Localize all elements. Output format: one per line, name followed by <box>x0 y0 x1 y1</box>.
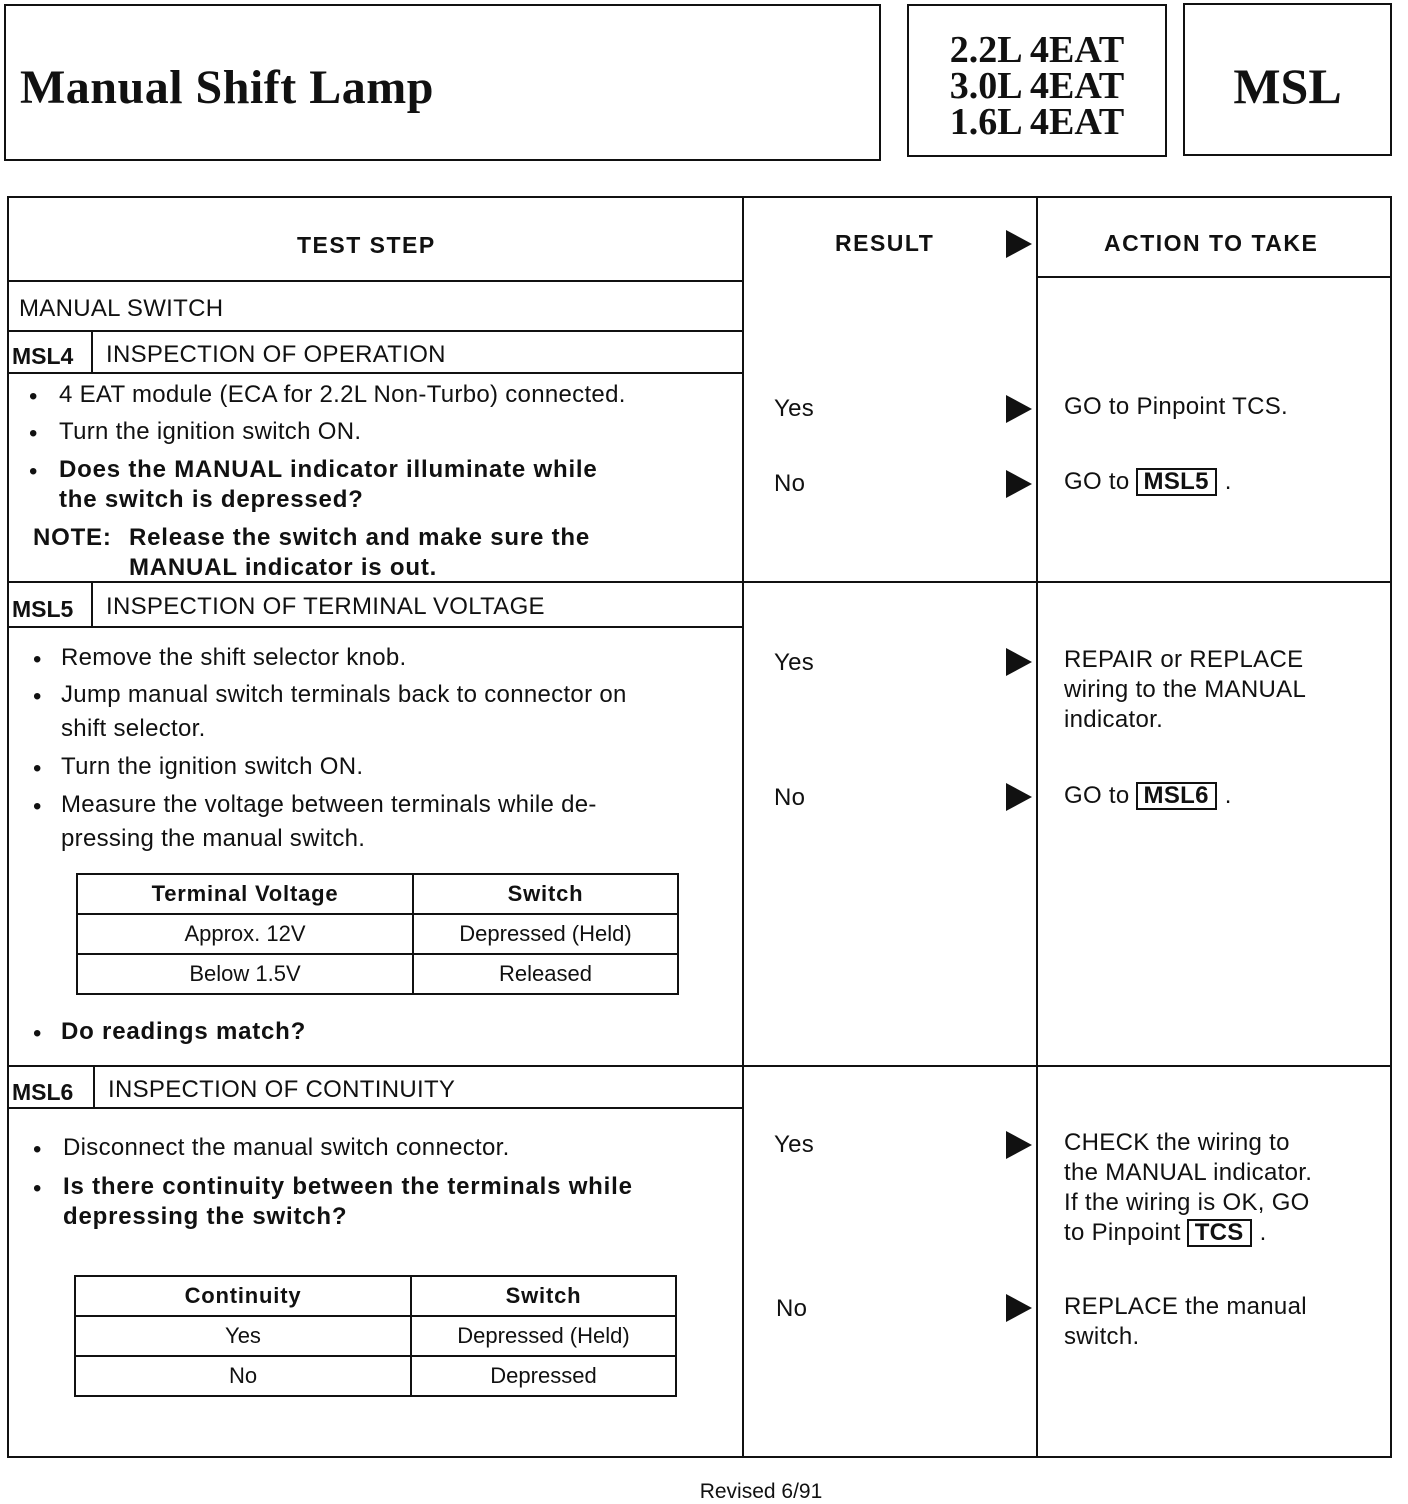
step-question: the switch is depressed? <box>59 486 364 513</box>
note-text: MANUAL indicator is out. <box>129 554 438 581</box>
step-title-msl6: INSPECTION OF CONTINUITY <box>108 1076 456 1103</box>
step-question: Does the MANUAL indicator illuminate while <box>59 456 598 483</box>
action-text: wiring to the MANUAL <box>1064 676 1307 703</box>
arrow-icon <box>1006 230 1032 258</box>
step-title-msl4: INSPECTION OF OPERATION <box>106 341 446 368</box>
action-go-to: GO to <box>1064 468 1130 495</box>
section-code: MSL <box>1233 58 1342 114</box>
code-box <box>1183 3 1392 156</box>
engine-line-2: 3.0L 4EAT <box>949 65 1125 107</box>
result-no: No <box>774 470 806 497</box>
ref-tcs-link[interactable]: TCS <box>1187 1219 1252 1247</box>
table-cell: Below 1.5V <box>77 954 413 994</box>
section-label: MANUAL SWITCH <box>19 295 224 322</box>
punct: . <box>1259 1219 1267 1246</box>
divider <box>91 581 93 626</box>
action-text: switch. <box>1064 1323 1140 1350</box>
header-divider-right <box>1036 276 1392 278</box>
result-yes: Yes <box>774 395 815 422</box>
step-text: Turn the ignition switch ON. <box>59 418 362 445</box>
step-text: Measure the voltage between terminals while de- <box>61 791 597 818</box>
col-divider-2 <box>1036 198 1038 1456</box>
divider <box>9 1065 1392 1067</box>
step-question: depressing the switch? <box>63 1203 348 1230</box>
step-text: 4 EAT module (ECA for 2.2L Non-Turbo) connected. <box>59 381 626 408</box>
bullet-icon: • <box>33 1020 42 1047</box>
header-action: ACTION TO TAKE <box>1104 230 1319 256</box>
step-id-msl4: MSL4 <box>12 343 74 369</box>
ref-msl6-link[interactable]: MSL6 <box>1136 782 1217 810</box>
bullet-icon: • <box>29 458 38 485</box>
table-cell: Depressed <box>411 1356 676 1396</box>
table-cell: Approx. 12V <box>77 914 413 954</box>
table-header: Terminal Voltage <box>77 874 413 914</box>
header-test-step: TEST STEP <box>297 232 436 258</box>
bullet-icon: • <box>33 755 42 782</box>
test-table <box>7 196 1392 1458</box>
punct: . <box>1224 468 1232 495</box>
header-result: RESULT <box>835 230 935 256</box>
table-row <box>75 1316 676 1356</box>
action-text: If the wiring is OK, GO <box>1064 1189 1310 1216</box>
bullet-icon: • <box>33 793 42 820</box>
table-cell: Depressed (Held) <box>413 914 678 954</box>
engine-box <box>907 4 1167 157</box>
note-text: Release the switch and make sure the <box>129 524 590 551</box>
result-no: No <box>774 784 806 811</box>
action-text: GO to Pinpoint TCS. <box>1064 393 1289 420</box>
table-row <box>77 954 678 994</box>
note-label: NOTE: <box>33 524 112 551</box>
action-text: CHECK the wiring to <box>1064 1129 1290 1156</box>
ref-msl5-link[interactable]: MSL5 <box>1136 468 1217 496</box>
result-no: No <box>776 1295 808 1322</box>
action-text: the MANUAL indicator. <box>1064 1159 1313 1186</box>
action-text <box>1064 781 1232 811</box>
step-text: Turn the ignition switch ON. <box>61 753 364 780</box>
voltage-table <box>76 873 679 995</box>
table-header: Switch <box>413 874 678 914</box>
action-pinpoint: to Pinpoint <box>1064 1219 1181 1246</box>
engine-line-1: 2.2L 4EAT <box>949 29 1125 71</box>
punct: . <box>1224 782 1232 809</box>
table-header-row <box>75 1276 676 1316</box>
step-text: shift selector. <box>61 715 206 742</box>
step-text: Remove the shift selector knob. <box>61 644 407 671</box>
step-text: pressing the manual switch. <box>61 825 366 852</box>
result-yes: Yes <box>774 1131 815 1158</box>
action-text: REPAIR or REPLACE <box>1064 646 1304 673</box>
arrow-icon <box>1006 1294 1032 1322</box>
divider <box>9 581 1392 583</box>
bullet-icon: • <box>29 420 38 447</box>
step-title-msl5: INSPECTION OF TERMINAL VOLTAGE <box>106 593 545 620</box>
table-cell: Released <box>413 954 678 994</box>
table-header: Continuity <box>75 1276 411 1316</box>
action-text: indicator. <box>1064 706 1164 733</box>
table-row <box>77 914 678 954</box>
step-question: Is there continuity between the terminals while <box>63 1173 633 1200</box>
bullet-icon: • <box>33 1136 42 1163</box>
bullet-icon: • <box>33 646 42 673</box>
arrow-icon <box>1006 648 1032 676</box>
arrow-icon <box>1006 395 1032 423</box>
action-text <box>1064 1218 1267 1248</box>
table-header: Switch <box>411 1276 676 1316</box>
step-text: Jump manual switch terminals back to connector on <box>61 681 627 708</box>
bullet-icon: • <box>33 1175 42 1202</box>
step-text: Disconnect the manual switch connector. <box>63 1134 510 1161</box>
revision-footer: Revised 6/91 <box>699 1480 823 1503</box>
divider <box>9 330 742 332</box>
step-question: Do readings match? <box>61 1018 307 1045</box>
divider <box>9 1107 742 1109</box>
divider <box>93 1065 95 1107</box>
bullet-icon: • <box>33 683 42 710</box>
result-yes: Yes <box>774 649 815 676</box>
title-box <box>4 4 881 161</box>
divider <box>91 330 93 372</box>
header-divider <box>9 280 742 282</box>
page-title: Manual Shift Lamp <box>20 61 434 114</box>
action-go-to: GO to <box>1064 782 1130 809</box>
continuity-table <box>74 1275 677 1397</box>
step-id-msl6: MSL6 <box>12 1079 74 1105</box>
table-header-row <box>77 874 678 914</box>
col-divider-1 <box>742 198 744 1456</box>
table-cell: No <box>75 1356 411 1396</box>
arrow-icon <box>1006 783 1032 811</box>
step-id-msl5: MSL5 <box>12 596 74 622</box>
table-cell: Yes <box>75 1316 411 1356</box>
arrow-icon <box>1006 470 1032 498</box>
engine-line-3: 1.6L 4EAT <box>949 101 1125 143</box>
bullet-icon: • <box>29 383 38 410</box>
table-cell: Depressed (Held) <box>411 1316 676 1356</box>
divider <box>9 626 742 628</box>
table-row <box>75 1356 676 1396</box>
action-text: REPLACE the manual <box>1064 1293 1307 1320</box>
action-text <box>1064 467 1232 497</box>
arrow-icon <box>1006 1131 1032 1159</box>
divider <box>9 372 742 374</box>
